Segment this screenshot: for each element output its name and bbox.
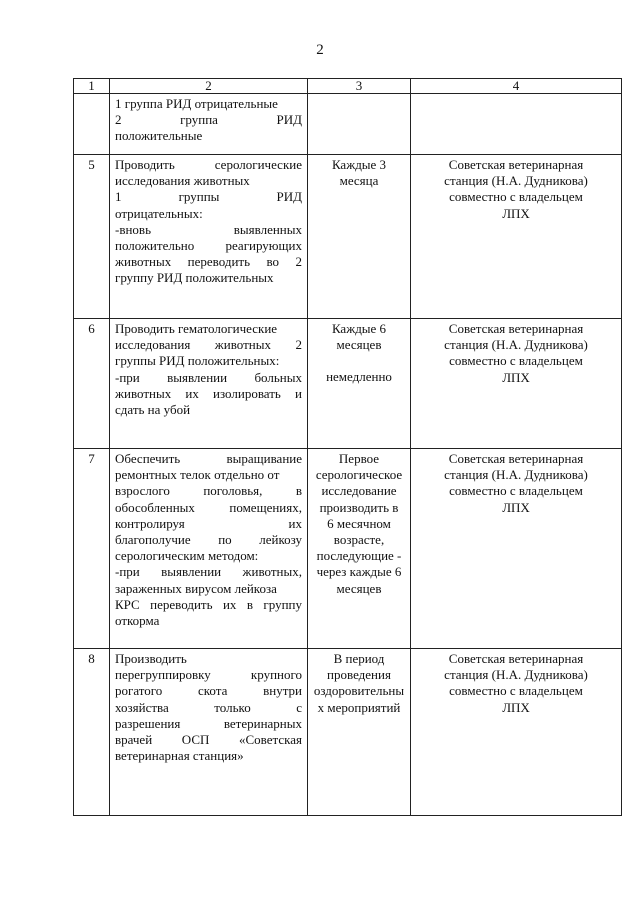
blank-line xyxy=(313,353,405,369)
deadline-text-line: исследование xyxy=(321,483,397,499)
responsible-text-line: станция (Н.А. Дудникова) xyxy=(444,467,588,483)
deadline-text xyxy=(308,649,411,816)
measure-text-line: серологическим методом: xyxy=(115,548,259,564)
responsible-text-line: совместно с владельцем xyxy=(449,483,583,499)
measure-text-line: Проводить серологические xyxy=(115,157,302,172)
deadline-text-line: проведения xyxy=(327,667,391,683)
measures-table xyxy=(73,78,622,816)
deadline-text-line: месяцев xyxy=(336,337,382,353)
deadline-text xyxy=(308,319,411,449)
row-number: 6 xyxy=(74,319,110,449)
deadline-text-line: 6 месячном xyxy=(327,515,391,531)
responsible-text-line: ЛПХ xyxy=(502,205,530,221)
deadline-text xyxy=(308,155,411,319)
measure-text xyxy=(110,155,308,319)
responsible-text-line: совместно с владельцем xyxy=(449,683,583,699)
deadline-text-line: возрасте, xyxy=(333,532,385,548)
measure-text-line: -при выявлении животных, xyxy=(115,564,302,580)
deadline-text-line: серологическое xyxy=(315,467,403,483)
table-row xyxy=(74,319,622,449)
responsible-text xyxy=(411,449,622,649)
measure-text-line: сдать на убой xyxy=(115,402,191,418)
measure-text-line: разрешения ветеринарных xyxy=(115,715,302,731)
responsible-text xyxy=(411,649,622,816)
deadline-text-line: Первое xyxy=(338,451,380,466)
measure-text-line: положительные xyxy=(115,128,203,144)
measure-text-line: Обеспечить выращивание xyxy=(115,451,302,466)
measure-text-line: перегруппировку крупного xyxy=(115,667,302,683)
table-row xyxy=(74,449,622,649)
measure-text-line: 1 группы РИД xyxy=(115,189,302,205)
column-header: 3 xyxy=(308,79,411,94)
responsible-text-line: совместно с владельцем xyxy=(449,353,583,369)
responsible-text xyxy=(411,319,622,449)
deadline-text-line: В период xyxy=(333,651,385,666)
measure-text-line: КРС переводить их в группу xyxy=(115,596,302,612)
responsible-text-line: Советская ветеринарная xyxy=(448,451,584,466)
table-row xyxy=(74,94,622,155)
measure-text-line: ремонтных телок отдельно от xyxy=(115,467,280,483)
deadline-text xyxy=(308,449,411,649)
deadline-text-line: месяцев xyxy=(336,580,382,596)
row-number xyxy=(74,94,110,155)
responsible-text-line: Советская ветеринарная xyxy=(448,651,584,666)
measure-text-line: контролируя их xyxy=(115,515,302,531)
measure-text xyxy=(110,94,308,155)
measure-text-line: группы РИД положительных: xyxy=(115,353,280,369)
measure-text-line: исследования животных 2 xyxy=(115,337,302,353)
measure-text-line: -вновь выявленных xyxy=(115,221,302,237)
deadline-text-line: месяца xyxy=(339,173,379,189)
responsible-text xyxy=(411,155,622,319)
column-header: 1 xyxy=(74,79,110,94)
row-number: 5 xyxy=(74,155,110,319)
deadline-text xyxy=(308,94,411,155)
responsible-text-line: ЛПХ xyxy=(502,699,530,715)
deadline-text-line: Каждые 6 xyxy=(331,321,387,336)
responsible-text xyxy=(411,94,622,155)
responsible-text-line: Советская ветеринарная xyxy=(448,157,584,172)
measure-text-line: 1 группа РИД отрицательные xyxy=(115,96,278,111)
measure-text-line: Проводить гематологические xyxy=(115,321,278,336)
responsible-text-line: совместно с владельцем xyxy=(449,189,583,205)
measure-text-line: благополучие по лейкозу xyxy=(115,532,302,548)
measure-text-line: взрослого поголовья, в xyxy=(115,483,302,499)
deadline-text-line: немедленно xyxy=(326,369,392,385)
measure-text-line: 2 группа РИД xyxy=(115,112,302,128)
measure-text xyxy=(110,649,308,816)
responsible-text-line: ЛПХ xyxy=(502,369,530,385)
table-header-row xyxy=(74,79,622,94)
deadline-text-line: Каждые 3 xyxy=(331,157,387,172)
column-header: 4 xyxy=(411,79,622,94)
row-number: 8 xyxy=(74,649,110,816)
measure-text-line: положительно реагирующих xyxy=(115,238,302,254)
measure-text-line: Производить xyxy=(115,651,187,666)
measure-text-line: ветеринарная станция» xyxy=(115,748,244,764)
measure-text-line: зараженных вирусом лейкоза xyxy=(115,580,277,596)
deadline-text-line: последующие - xyxy=(316,548,402,564)
deadline-text-line: х мероприятий xyxy=(317,699,401,715)
measure-text xyxy=(110,449,308,649)
measure-text-line: отрицательных: xyxy=(115,205,203,221)
table-row xyxy=(74,649,622,816)
deadline-text-line: через каждые 6 xyxy=(316,564,402,580)
measure-text-line: животных переводить во 2 xyxy=(115,254,302,270)
column-header: 2 xyxy=(110,79,308,94)
measure-text-line: исследования животных xyxy=(115,173,250,189)
measure-text-line: обособленных помещениях, xyxy=(115,499,302,515)
measure-text-line: рогатого скота внутри xyxy=(115,683,302,699)
deadline-text-line: производить в xyxy=(319,499,399,515)
measure-text-line: врачей ОСП «Советская xyxy=(115,732,302,748)
measure-text-line: группу РИД положительных xyxy=(115,270,274,286)
responsible-text-line: Советская ветеринарная xyxy=(448,321,584,336)
table-row xyxy=(74,155,622,319)
responsible-text-line: ЛПХ xyxy=(502,499,530,515)
responsible-text-line: станция (Н.А. Дудникова) xyxy=(444,173,588,189)
measure-text-line: откорма xyxy=(115,613,160,629)
measure-text-line: хозяйства только с xyxy=(115,699,302,715)
row-number: 7 xyxy=(74,449,110,649)
measure-text-line: -при выявлении больных xyxy=(115,369,302,385)
measure-text xyxy=(110,319,308,449)
measure-text-line: животных их изолировать и xyxy=(115,385,302,401)
responsible-text-line: станция (Н.А. Дудникова) xyxy=(444,337,588,353)
deadline-text-line: оздоровительны xyxy=(313,683,405,699)
page-number: 2 xyxy=(316,42,324,58)
responsible-text-line: станция (Н.А. Дудникова) xyxy=(444,667,588,683)
